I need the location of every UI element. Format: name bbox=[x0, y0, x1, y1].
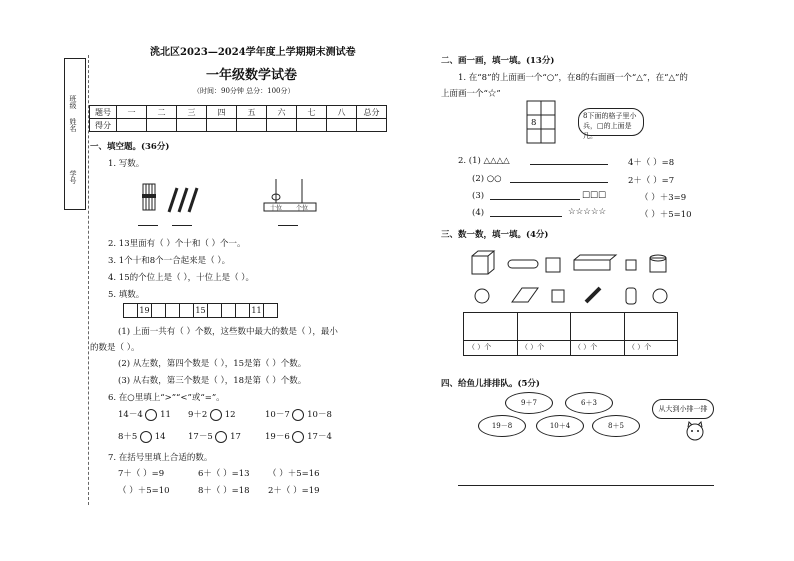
abacus-label-tens: 十位 bbox=[270, 205, 283, 212]
q5-1-text: (1) 上面一共有（ ）个数，这些数中最大的数是（ ），最小 bbox=[118, 327, 338, 337]
compare-item bbox=[265, 430, 332, 443]
answer-line[interactable] bbox=[530, 164, 608, 165]
score-cell: 四 bbox=[207, 106, 237, 119]
fill-item[interactable]: （ ）＋5=10 bbox=[118, 486, 170, 496]
binding-strip bbox=[64, 58, 86, 210]
score-cell: 总分 bbox=[357, 106, 387, 119]
grid-cell[interactable] bbox=[152, 304, 166, 318]
score-input-cell[interactable] bbox=[327, 119, 357, 132]
score-cell: 五 bbox=[237, 106, 267, 119]
compare-circle[interactable] bbox=[210, 409, 222, 421]
compare-item bbox=[188, 408, 236, 421]
fill-item[interactable]: 6＋（ ）=13 bbox=[198, 469, 250, 479]
q5-2-text: (2) 从左数，第四个数是（ ），15是第（ ）个数。 bbox=[118, 359, 307, 369]
answer-line[interactable] bbox=[510, 182, 608, 183]
answer-line[interactable] bbox=[278, 225, 298, 226]
score-input-cell[interactable] bbox=[117, 119, 147, 132]
compare-left: 14－4 bbox=[118, 410, 143, 420]
q5-text: 5. 填数。 bbox=[108, 290, 145, 300]
count-cell[interactable]: （ ）个 bbox=[574, 343, 598, 351]
q7-text: 7. 在括号里填上合适的数。 bbox=[108, 453, 213, 463]
count-cell[interactable]: （ ）个 bbox=[468, 343, 492, 351]
compare-right: 14 bbox=[154, 432, 166, 442]
s2-q2-row3-eq[interactable]: （ ）＋3=9 bbox=[640, 193, 687, 203]
speech-bubble: 从大到小排一排 bbox=[652, 399, 714, 419]
exam-title: 洮北区2023—2024学年度上学期期末测试卷 bbox=[150, 47, 356, 58]
score-table-header-row bbox=[90, 106, 387, 119]
grid-cell[interactable] bbox=[236, 304, 250, 318]
exam-meta: （时间：90分钟 总分：100分） bbox=[193, 87, 295, 95]
abacus-label-ones: 个位 bbox=[296, 205, 309, 212]
score-cell: 三 bbox=[177, 106, 207, 119]
grid-cell[interactable]: 19 bbox=[138, 304, 152, 318]
grid-cell[interactable] bbox=[222, 304, 236, 318]
q6-text: 6. 在○里填上“>”“<”或“=”。 bbox=[108, 393, 225, 403]
score-input-cell[interactable] bbox=[357, 119, 387, 132]
fish-item: 9＋7 bbox=[505, 392, 553, 414]
compare-item bbox=[265, 408, 332, 421]
score-input-cell[interactable] bbox=[207, 119, 237, 132]
side-label-name: 姓名 bbox=[69, 118, 77, 132]
compare-right: 17－4 bbox=[307, 432, 332, 442]
section1-title: 一、填空题。(36分) bbox=[90, 142, 170, 152]
compare-left: 17－5 bbox=[188, 432, 213, 442]
q4-text: 4. 15的个位上是（ ），十位上是（ ）。 bbox=[108, 273, 255, 283]
count-cell[interactable]: （ ）个 bbox=[628, 343, 652, 351]
s2-q2-row4-label: (4) bbox=[472, 208, 485, 218]
compare-left: 10－7 bbox=[265, 410, 290, 420]
cat-icon bbox=[683, 420, 707, 444]
s2-q2-row4-stars: ☆☆☆☆☆ bbox=[568, 207, 607, 217]
loose-sticks-icon bbox=[165, 186, 205, 214]
compare-circle[interactable] bbox=[145, 409, 157, 421]
fish-item: 19－8 bbox=[478, 415, 526, 437]
compare-circle[interactable] bbox=[215, 431, 227, 443]
grid-cell[interactable] bbox=[124, 304, 138, 318]
compare-item bbox=[118, 430, 166, 443]
score-cell: 题号 bbox=[90, 106, 117, 119]
s2-q2-row2-label: (2) ○○ bbox=[472, 174, 502, 184]
q3-text: 3. 1个十和8个一合起来是（ ）。 bbox=[108, 256, 231, 266]
section4-title: 四、给鱼儿排排队。(5分) bbox=[441, 379, 540, 389]
speech-bubble: 8下面的格子里小兵，□的上面是几。 bbox=[578, 108, 644, 136]
grid-cell[interactable] bbox=[264, 304, 278, 318]
compare-right: 11 bbox=[160, 410, 171, 420]
score-cell: 七 bbox=[297, 106, 327, 119]
grid-cell[interactable]: 15 bbox=[194, 304, 208, 318]
s2-q2-row4-eq[interactable]: （ ）＋5=10 bbox=[640, 210, 692, 220]
s2-q2-row3-shapes: □□□ bbox=[582, 190, 607, 200]
score-input-cell[interactable] bbox=[147, 119, 177, 132]
count-cell[interactable]: （ ）个 bbox=[521, 343, 545, 351]
answer-line[interactable] bbox=[458, 485, 714, 486]
answer-line[interactable] bbox=[490, 199, 580, 200]
score-input-cell[interactable] bbox=[297, 119, 327, 132]
score-input-cell[interactable] bbox=[267, 119, 297, 132]
side-label-id: 学号 bbox=[69, 170, 77, 184]
compare-circle[interactable] bbox=[140, 431, 152, 443]
answer-line[interactable] bbox=[172, 225, 192, 226]
score-cell: 二 bbox=[147, 106, 177, 119]
score-cell: 一 bbox=[117, 106, 147, 119]
grid-cell[interactable] bbox=[180, 304, 194, 318]
paper-title: 一年级数学试卷 bbox=[206, 68, 298, 83]
answer-line[interactable] bbox=[138, 225, 158, 226]
s2-q2-row1-label: 2. (1) △△△△ bbox=[458, 156, 510, 166]
q1-text: 1. 写数。 bbox=[108, 159, 145, 169]
side-label-class: 班级 bbox=[69, 95, 77, 109]
grid-cell[interactable]: 11 bbox=[250, 304, 264, 318]
fish-item: 8＋5 bbox=[592, 415, 640, 437]
score-cell: 八 bbox=[327, 106, 357, 119]
s2-q2-row2-eq[interactable]: 2＋（ ）=7 bbox=[628, 176, 675, 186]
compare-left: 19－6 bbox=[265, 432, 290, 442]
stick-bundle-icon bbox=[140, 182, 158, 212]
fill-item[interactable]: 8＋（ ）=18 bbox=[198, 486, 250, 496]
score-cell: 六 bbox=[267, 106, 297, 119]
compare-item bbox=[188, 430, 241, 443]
score-table bbox=[89, 105, 387, 132]
compare-circle[interactable] bbox=[292, 409, 304, 421]
score-input-cell[interactable] bbox=[177, 119, 207, 132]
grid-cell-value: 8 bbox=[531, 118, 537, 128]
q2-text: 2. 13里面有（ ）个十和（ ）个一。 bbox=[108, 239, 246, 249]
compare-left: 8＋5 bbox=[118, 432, 138, 442]
grid-cell[interactable] bbox=[208, 304, 222, 318]
fill-item[interactable]: 7＋（ ）=9 bbox=[118, 469, 165, 479]
compare-left: 9＋2 bbox=[188, 410, 208, 420]
fish-item: 6＋3 bbox=[565, 392, 613, 414]
q5-1b-text: 的数是（ ）。 bbox=[90, 343, 140, 353]
fill-item[interactable]: 2＋（ ）=19 bbox=[268, 486, 320, 496]
answer-line[interactable] bbox=[490, 216, 562, 217]
compare-circle[interactable] bbox=[292, 431, 304, 443]
fill-item[interactable]: （ ）＋5=16 bbox=[268, 469, 320, 479]
compare-item bbox=[118, 408, 171, 421]
score-cell: 得分 bbox=[90, 119, 117, 132]
solid-shapes-figure bbox=[468, 250, 678, 310]
section2-title: 二、画一画，填一填。(13分) bbox=[441, 56, 555, 66]
s2-q1b-text: 上面画一个“☆” bbox=[441, 89, 501, 99]
fish-item: 10＋4 bbox=[536, 415, 584, 437]
score-table-score-row bbox=[90, 119, 387, 132]
number-grid bbox=[123, 303, 278, 318]
s2-q1-text: 1. 在“8”的上面画一个“○”，在8的右面画一个“△”，在“△”的 bbox=[458, 73, 688, 83]
compare-right: 12 bbox=[224, 410, 236, 420]
q5-3-text: (3) 从右数，第三个数是（ ），18是第（ ）个数。 bbox=[118, 376, 307, 386]
compare-right: 17 bbox=[230, 432, 241, 442]
compare-right: 10－8 bbox=[307, 410, 332, 420]
s2-q2-row1-eq[interactable]: 4＋（ ）=8 bbox=[628, 158, 675, 168]
section3-title: 三、数一数，填一填。(4分) bbox=[441, 230, 549, 240]
grid-cell[interactable] bbox=[166, 304, 180, 318]
s2-q2-row3-label: (3) bbox=[472, 191, 485, 201]
score-input-cell[interactable] bbox=[237, 119, 267, 132]
